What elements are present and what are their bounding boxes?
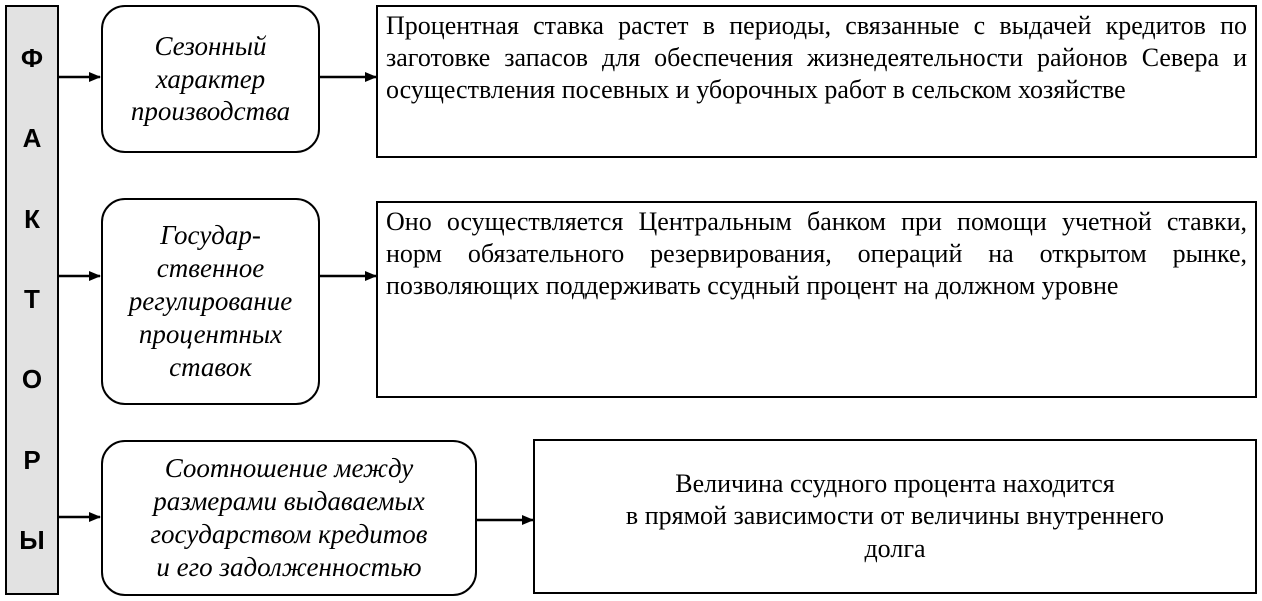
factor-line: регулирование [128, 286, 293, 317]
factor-box-seasonal [101, 5, 320, 153]
factor-line: государством кредитов [150, 519, 428, 549]
description-line: в прямой зависимости от величины внутреннего [625, 501, 1165, 531]
description-box-seasonal [376, 5, 1257, 158]
factor-line: ственное [156, 253, 265, 284]
factor-line: процентных [138, 318, 283, 349]
factors-letter: А [22, 123, 42, 154]
description-text: Процентная ставка растет в периоды, связанные с выдачей кредитов по заготовке запасов для обеспечения жизнедеятельности районов Севера и осуществления посевных и уборочных работ в сельском хозяйстве [386, 11, 1247, 105]
description-text: Оно осуществляется Центральным банком при помощи учетной ставки, норм обязательного резервирования, операций на открытом рынке, позволяющих поддерживать ссудный процент на должном уровне [386, 207, 1247, 301]
factor-line: характер [155, 63, 266, 94]
factor-line: размерами выдаваемых [153, 486, 425, 517]
factors-letter: Ф [20, 43, 44, 73]
factors-letter: Ы [19, 524, 45, 555]
factor-box-state-regulation [101, 198, 320, 405]
factor-line: Соотношение между [164, 453, 414, 484]
factors-letter: Р [23, 444, 41, 475]
factors-letter: К [24, 203, 40, 234]
factor-line: ставок [169, 351, 252, 382]
factor-line: Сезонный [154, 30, 267, 61]
factor-line: Государ- [160, 220, 261, 251]
description-box-credit-debt-ratio [533, 439, 1257, 594]
description-box-state-regulation [376, 201, 1257, 398]
factors-letter: Т [24, 283, 40, 314]
factor-line: и его задолженностью [156, 551, 422, 582]
factor-box-credit-debt-ratio [101, 440, 477, 596]
description-line: Величина ссудного процента находится [675, 469, 1115, 499]
factor-line: производства [130, 96, 291, 127]
description-line: долга [864, 533, 926, 563]
factors-letter: О [21, 364, 43, 395]
